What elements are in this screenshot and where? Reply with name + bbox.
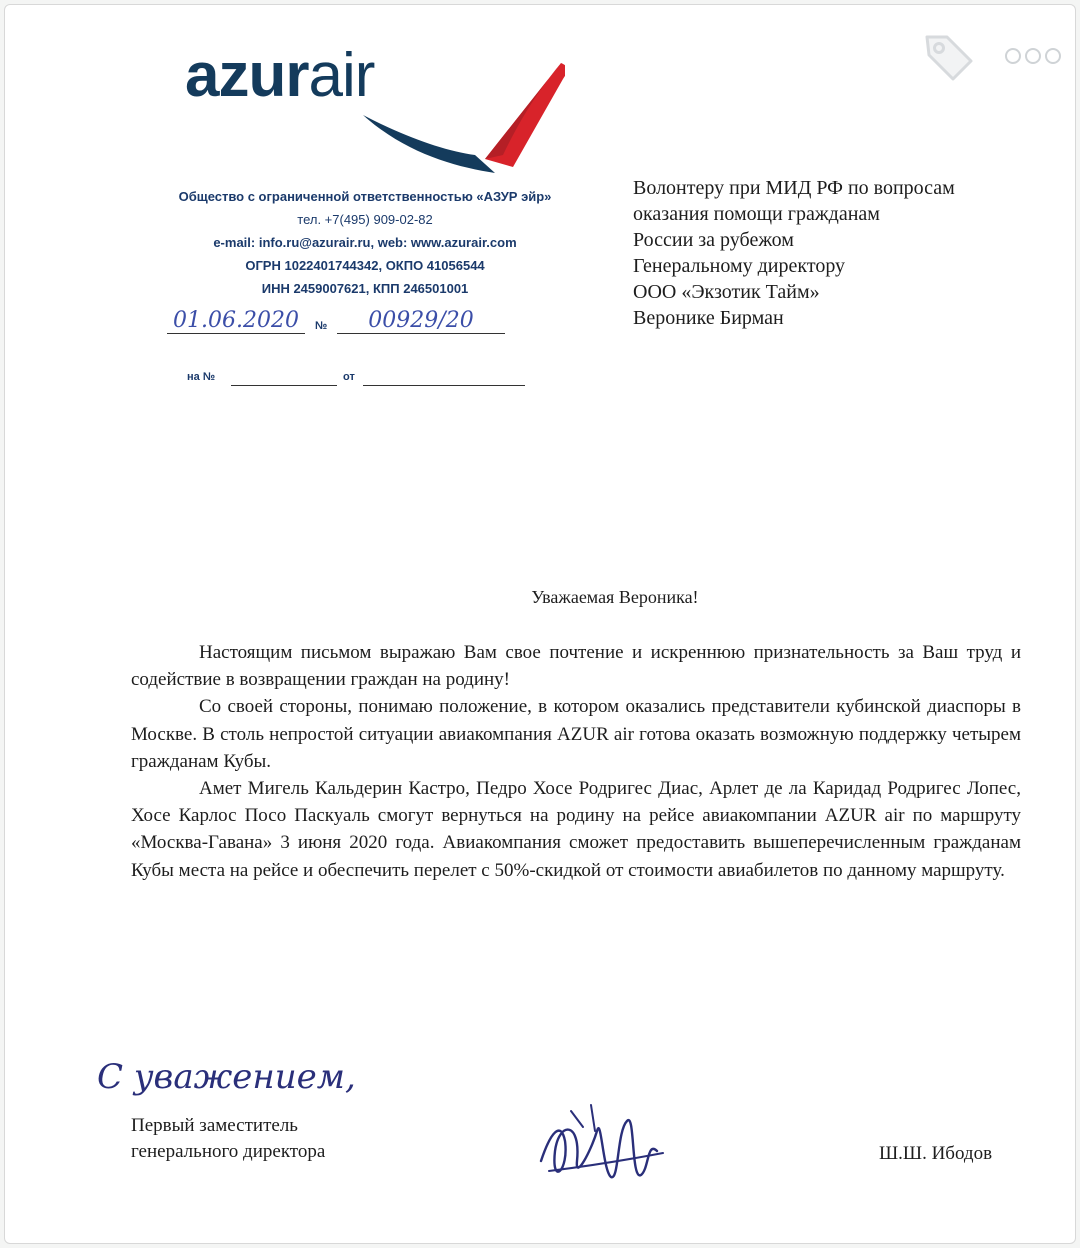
signature-mark xyxy=(531,1091,671,1201)
company-name: Общество с ограниченной ответственностью «АЗУР эйр» xyxy=(178,189,552,204)
more-options-icon[interactable] xyxy=(1005,48,1061,64)
handwritten-closing: С уважением, xyxy=(97,1057,356,1097)
addressee-line: России за рубежом xyxy=(633,229,794,251)
tag-icon[interactable] xyxy=(919,27,977,85)
letter-body xyxy=(131,639,1021,884)
azurair-logo xyxy=(185,41,565,171)
outgoing-registration xyxy=(167,308,527,344)
signer-title-line: генерального директора xyxy=(131,1141,326,1162)
document-viewer xyxy=(4,4,1076,1244)
outgoing-date: 01.06.2020 xyxy=(167,308,305,334)
company-ogrn: ОГРН 1022401744342, ОКПО 41056544 xyxy=(245,258,485,273)
addressee-block xyxy=(633,175,1053,331)
company-phone: тел. +7(495) 909-02-82 xyxy=(297,212,433,227)
signer-title xyxy=(131,1113,325,1165)
body-paragraph: Со своей стороны, понимаю положение, в котором оказались представители кубинской диаспоры в Москве. В столь непростой ситуации авиакомпания AZUR air готова оказать возможную поддержку четырем гражданам Кубы. xyxy=(131,696,1021,772)
addressee-line: Веронике Бирман xyxy=(633,307,784,329)
addressee-line: оказания помощи гражданам xyxy=(633,203,880,225)
reference-line xyxy=(187,369,547,391)
logo-swoosh-icon xyxy=(335,55,565,173)
outgoing-no-label: № xyxy=(315,320,328,332)
ref-from-label: от xyxy=(343,371,355,383)
company-inn: ИНН 2459007621, КПП 246501001 xyxy=(261,281,469,296)
ref-from-blank xyxy=(363,385,525,386)
addressee-line: ООО «Экзотик Тайм» xyxy=(633,281,820,303)
addressee-line: Генеральному директору xyxy=(633,255,846,277)
signer-name: Ш.Ш. Ибодов xyxy=(879,1143,993,1164)
viewer-toolbar xyxy=(919,27,1061,85)
body-paragraph: Настоящим письмом выражаю Вам свое почтение и искреннюю признательность за Ваш труд и содействие в возвращении граждан на родину! xyxy=(131,642,1021,691)
body-paragraph: Амет Мигель Кальдерин Кастро, Педро Хосе Родригес Диас, Арлет де ла Каридад Родригес Лопес, Хосе Карлос Посо Паскуаль смогут вернуться на родину на рейсе авиакомпании AZUR air по маршруту «Москва-Гавана» 3 июня 2020 года. Авиакомпания сможет предоставить вышеперечисленным гражданам Кубы места на рейсе и обеспечить перелет с 50%-скидкой от стоимости авиабилетов по данному маршруту. xyxy=(131,778,1021,881)
addressee-line: Волонтеру при МИД РФ по вопросам xyxy=(633,177,955,199)
ref-no-label: на № xyxy=(187,371,216,383)
greeting: Уважаемая Вероника! xyxy=(531,587,699,607)
logo-wordmark: azurair xyxy=(185,41,375,110)
outgoing-number: 00929/20 xyxy=(337,308,505,334)
company-contacts: e-mail: info.ru@azurair.ru, web: www.azurair.com xyxy=(213,235,517,250)
signer-title-line: Первый заместитель xyxy=(131,1115,298,1136)
company-details xyxy=(125,185,605,300)
ref-no-blank xyxy=(231,385,337,386)
